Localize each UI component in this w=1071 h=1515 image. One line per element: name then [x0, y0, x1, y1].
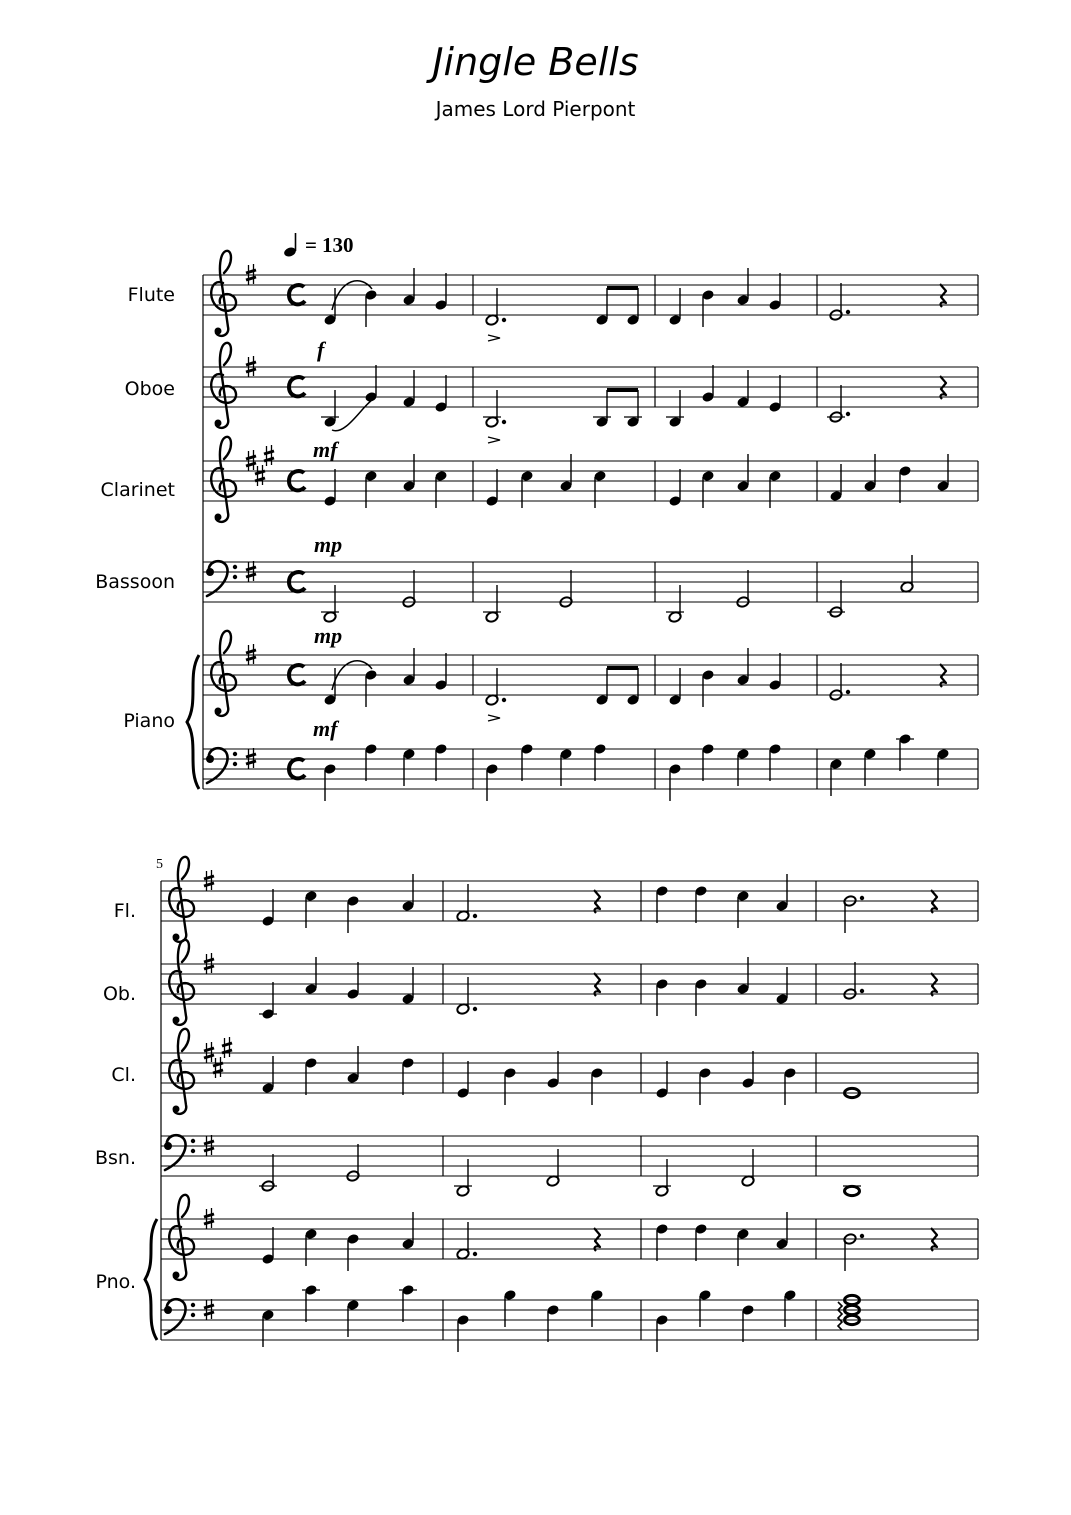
composer: James Lord Pierpont — [435, 97, 636, 121]
arpeggio-mark — [838, 1302, 842, 1330]
dot — [473, 914, 477, 918]
tempo-bpm: 130 — [321, 232, 354, 257]
sharp-icon — [213, 1057, 223, 1078]
dynamic-flute: f — [317, 337, 325, 362]
dot — [502, 318, 506, 322]
page-title: Jingle Bells — [432, 40, 639, 84]
staff-5 — [203, 749, 978, 789]
sharp-icon — [255, 465, 265, 486]
treble-clef-icon — [169, 1029, 194, 1114]
instrument-label-fl: Fl. — [113, 900, 136, 922]
brace-icon — [145, 1219, 157, 1340]
sharp-icon — [222, 1037, 232, 1058]
instrument-label-bsn: Bsn. — [94, 1147, 136, 1169]
dot — [846, 690, 850, 694]
treble-clef-icon — [211, 343, 236, 428]
whole-note — [845, 1186, 860, 1195]
measure-number: 5 — [156, 857, 163, 872]
dot — [846, 412, 850, 416]
bass-clef-icon — [164, 1299, 195, 1334]
dynamic-bassoon: mp — [314, 623, 343, 648]
dynamic-oboe: mf — [313, 437, 338, 462]
dynamic-clarinet: mp — [314, 532, 343, 557]
treble-clef-icon — [211, 437, 236, 522]
dynamic-piano: mf — [313, 716, 338, 741]
staff-2 — [203, 461, 978, 501]
tempo-marking: = 130 — [283, 232, 353, 258]
treble-clef-icon — [211, 631, 236, 716]
instrument-label-ob: Ob. — [102, 983, 136, 1005]
instrument-label-bassoon: Bassoon — [95, 571, 175, 593]
dot — [860, 989, 864, 993]
instrument-label-piano: Piano — [123, 710, 175, 732]
staff-4 — [203, 655, 978, 695]
treble-clef-icon — [169, 940, 194, 1025]
instrument-label-oboe: Oboe — [124, 378, 175, 400]
accent-mark — [488, 437, 500, 443]
instrument-label-flute: Flute — [127, 284, 175, 306]
dot — [846, 310, 850, 314]
staff-0 — [203, 275, 978, 315]
dot — [473, 1252, 477, 1256]
treble-clef-icon — [169, 857, 194, 942]
staff-1 — [203, 367, 978, 407]
bass-clef-icon — [206, 748, 237, 783]
dot — [502, 698, 506, 702]
dot — [502, 420, 506, 424]
brace-icon — [187, 655, 199, 789]
sharp-icon — [264, 445, 274, 466]
treble-clef-icon — [211, 251, 236, 336]
dot — [473, 1007, 477, 1011]
instrument-label-pno: Pno. — [95, 1271, 136, 1293]
accent-mark — [488, 715, 500, 721]
slur — [332, 401, 371, 431]
staff-2 — [161, 1053, 978, 1093]
instrument-label-clarinet: Clarinet — [100, 479, 175, 501]
bass-clef-icon — [164, 1135, 195, 1170]
staff-3 — [203, 562, 978, 602]
dot — [860, 1234, 864, 1238]
staff-3 — [161, 1136, 978, 1176]
accent-mark — [488, 335, 500, 341]
treble-clef-icon — [169, 1195, 194, 1280]
dot — [860, 896, 864, 900]
bass-clef-icon — [206, 561, 237, 596]
instrument-label-cl: Cl. — [111, 1064, 136, 1086]
